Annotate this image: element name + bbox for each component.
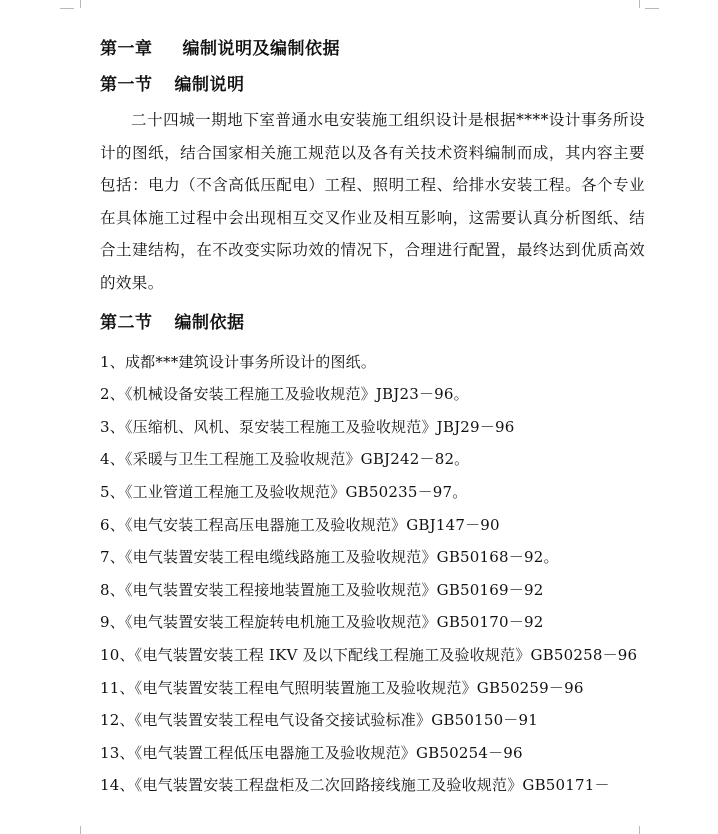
reference-item-12: 12、《电气装置安装工程电气设备交接试验标准》GB50150－91 bbox=[100, 711, 538, 730]
crop-mark-top-left-vertical bbox=[80, 0, 81, 8]
section-2-title: 编制依据 bbox=[174, 312, 245, 333]
reference-item-13: 13、《电气装置工程低压电器施工及验收规范》GB50254－96 bbox=[100, 743, 523, 762]
section-heading-2 bbox=[100, 304, 645, 342]
section-1-number: 第一节 bbox=[100, 75, 153, 95]
crop-mark-bottom-left-vertical bbox=[80, 826, 81, 834]
chapter-title: 编制说明及编制依据 bbox=[182, 39, 340, 59]
chapter-number: 第一章 bbox=[100, 39, 153, 59]
reference-item-14: 14、《电气装置安装工程盘柜及二次回路接线施工及验收规范》GB50171－ bbox=[100, 776, 610, 795]
reference-item-5: 5、《工业管道工程施工及验收规范》GB50235－97。 bbox=[100, 482, 468, 501]
reference-item-1: 1、成都***建筑设计事务所设计的图纸。 bbox=[100, 352, 377, 371]
section-2-number: 第二节 bbox=[100, 312, 153, 333]
document-body bbox=[100, 32, 645, 802]
reference-item-7: 7、《电气装置安装工程电缆线路施工及验收规范》GB50168－92。 bbox=[100, 548, 559, 567]
section-1-title: 编制说明 bbox=[174, 75, 245, 95]
reference-item-9: 9、《电气装置安装工程旋转电机施工及验收规范》GB50170－92 bbox=[100, 613, 544, 632]
reference-item-10: 10、《电气装置安装工程 IKV 及以下配线工程施工及验收规范》GB50258－96 bbox=[100, 645, 638, 664]
crop-mark-top-right-vertical bbox=[639, 0, 640, 8]
chapter-heading bbox=[100, 32, 645, 66]
reference-item-3: 3、《压缩机、风机、泵安装工程施工及验收规范》JBJ29－96 bbox=[100, 417, 515, 436]
reference-list bbox=[100, 346, 645, 802]
crop-mark-top-right-horizontal bbox=[645, 8, 659, 9]
section-heading-1 bbox=[100, 66, 645, 104]
reference-item-11: 11、《电气装置安装工程电气照明装置施工及验收规范》GB50259－96 bbox=[100, 678, 584, 697]
reference-item-4: 4、《采暖与卫生工程施工及验收规范》GBJ242－82。 bbox=[100, 450, 470, 469]
description-paragraph: 二十四城一期地下室普通水电安装施工组织设计是根据****设计事务所设计的图纸，结合国家相关施工规范以及各有关技术资料编制而成，其内容主要包括：电力（不含高低压配电）工程、照明工程、给排水安装工程。各个专业在具体施工过程中会出现相互交叉作业及相互影响，这需要认真分析图纸、结合土建结构，在不改变实际功效的情况下，合理进行配置，最终达到优质高效的效果。 bbox=[100, 111, 645, 292]
reference-item-8: 8、《电气装置安装工程接地装置施工及验收规范》GB50169－92 bbox=[100, 580, 544, 599]
crop-mark-bottom-right-vertical bbox=[639, 826, 640, 834]
reference-item-2: 2、《机械设备安装工程施工及验收规范》JBJ23－96。 bbox=[100, 385, 469, 404]
crop-mark-top-left-horizontal bbox=[60, 8, 74, 9]
reference-item-6: 6、《电气安装工程高压电器施工及验收规范》GBJ147－90 bbox=[100, 515, 500, 534]
